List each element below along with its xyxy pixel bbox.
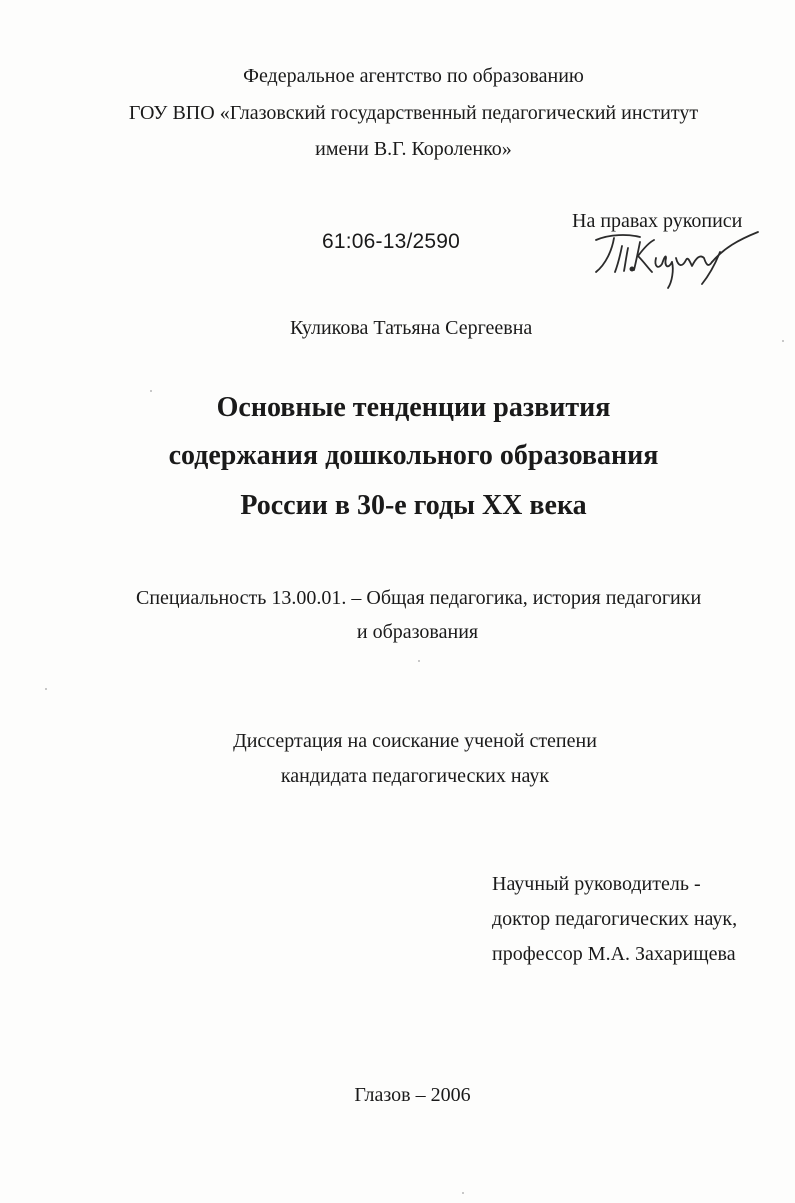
catalog-number: 61:06-13/2590 — [322, 230, 461, 253]
author-name: Куликова Татьяна Сергеевна — [290, 317, 533, 339]
supervisor-line-1: Научный руководитель - — [492, 873, 701, 895]
scan-speck — [782, 340, 784, 342]
supervisor-line-2: доктор педагогических наук, — [492, 908, 738, 930]
rights-note: На правах рукописи — [572, 210, 743, 232]
specialty-line-1: Специальность 13.00.01. – Общая педагогика, история педагогики — [136, 587, 702, 609]
city-year: Глазов – 2006 — [354, 1084, 471, 1106]
handwritten-signature — [588, 228, 763, 290]
scan-speck — [418, 660, 420, 662]
scan-speck — [45, 688, 47, 690]
dissertation-title-line-3: России в 30-е годы XX века — [240, 490, 587, 521]
scan-speck — [150, 390, 152, 392]
supervisor-line-3: профессор М.А. Захарищева — [492, 943, 736, 965]
dissertation-title-line-2: содержания дошкольного образования — [168, 440, 659, 471]
institution-name: ГОУ ВПО «Глазовский государственный педагогический институт — [128, 102, 699, 124]
specialty-line-2: и образования — [356, 621, 479, 643]
dissertation-title-line-1: Основные тенденции развития — [216, 392, 611, 423]
institution-named-after: имени В.Г. Короленко» — [315, 138, 512, 160]
agency-name: Федеральное агентство по образованию — [243, 65, 584, 87]
degree-line-1: Диссертация на соискание ученой степени — [233, 730, 597, 752]
degree-line-2: кандидата педагогических наук — [280, 765, 550, 787]
scan-speck — [462, 1192, 464, 1194]
